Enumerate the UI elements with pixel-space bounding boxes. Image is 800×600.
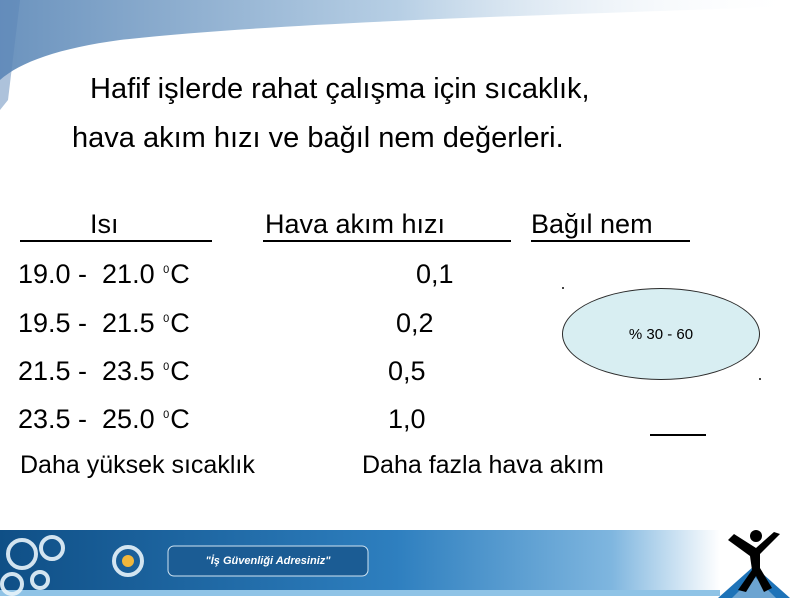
temp-range: 21.5 - 23.5 — [18, 356, 155, 386]
temp-range: 23.5 - 25.0 — [18, 404, 155, 434]
header-hava-underline — [263, 240, 511, 242]
air-speed: 1,0 — [388, 404, 426, 434]
temp-range: 19.5 - 21.5 — [18, 308, 155, 338]
temp-unit: C — [170, 308, 190, 338]
temp-unit: C — [170, 259, 190, 289]
ellipse-handle — [759, 378, 761, 380]
air-speed: 0,5 — [388, 356, 426, 386]
table-row — [18, 403, 190, 441]
slide-title-line-1: Hafif işlerde rahat çalışma için sıcaklık, — [90, 73, 590, 105]
header-isi-underline — [20, 240, 212, 242]
header-hava-akim: Hava akım hızı — [265, 209, 446, 239]
bottom-left-text: Daha yüksek sıcaklık — [20, 451, 255, 479]
table-row — [18, 355, 190, 393]
ellipse-handle — [562, 287, 564, 289]
humidity-blank-line — [650, 434, 706, 436]
table-row — [18, 258, 190, 296]
degree-mark: 0 — [163, 313, 170, 325]
header-bagil-nem: Bağıl nem — [531, 209, 653, 239]
slide-title-line-2: hava akım hızı ve bağıl nem değerleri. — [72, 122, 564, 154]
humidity-ellipse — [562, 288, 760, 380]
footer-slogan: "İş Güvenliği Adresiniz" — [205, 555, 331, 567]
degree-mark: 0 — [163, 264, 170, 276]
degree-mark: 0 — [163, 361, 170, 373]
temp-unit: C — [170, 356, 190, 386]
header-nem-underline — [531, 240, 690, 242]
degree-mark: 0 — [163, 409, 170, 421]
humidity-value: % 30 - 60 — [628, 325, 694, 343]
person-logo-icon — [718, 526, 790, 598]
table-row — [18, 307, 190, 345]
footer-banner — [0, 522, 800, 600]
air-speed: 0,1 — [416, 259, 454, 289]
header-isi: Isı — [90, 209, 119, 239]
temp-unit: C — [170, 404, 190, 434]
air-speed: 0,2 — [396, 308, 434, 338]
bottom-right-text: Daha fazla hava akım — [362, 451, 604, 479]
temp-range: 19.0 - 21.0 — [18, 259, 155, 289]
